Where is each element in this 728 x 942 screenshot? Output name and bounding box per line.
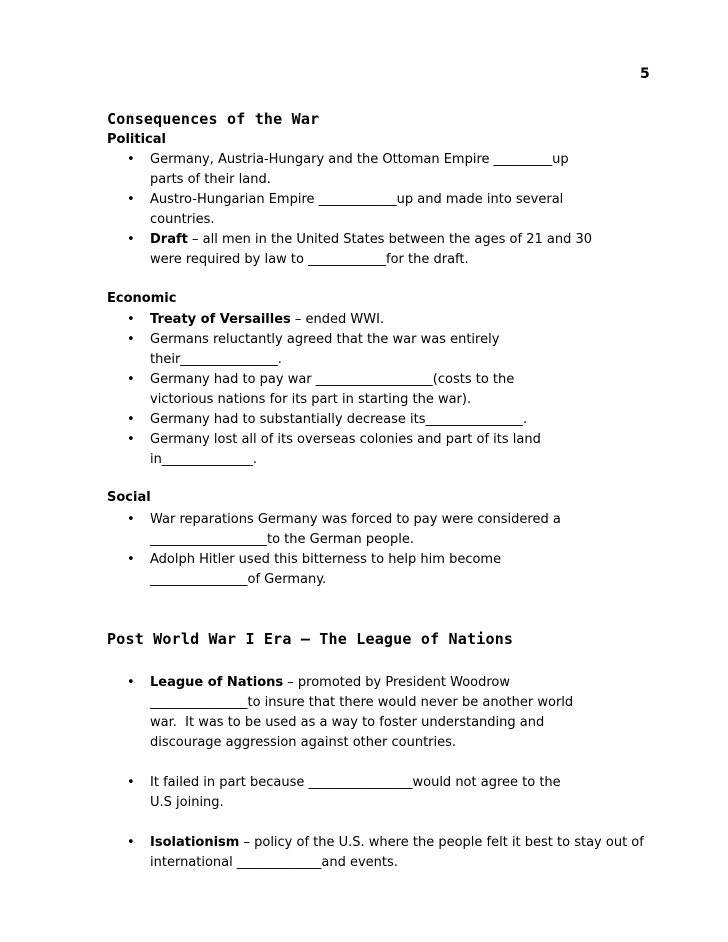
social-item-1-line-2: __________________to the German people. <box>150 532 415 547</box>
political-item-2-line-1: Austro-Hungarian Empire ____________up and made into several <box>150 192 564 207</box>
league-item-3-line-2: international _____________and events. <box>150 855 398 870</box>
subheading-economic: Economic <box>107 291 177 306</box>
league-item-3-line-1 <box>150 833 644 853</box>
economic-item-2-line-1: Germans reluctantly agreed that the war was entirely <box>150 332 500 347</box>
term-league-of-nations: League of Nations <box>150 675 284 690</box>
bullet: • <box>127 775 135 790</box>
league-item-2-line-2: U.S joining. <box>150 795 224 810</box>
term-isolationism: Isolationism <box>150 835 240 850</box>
political-item-3-line-1 <box>150 230 592 250</box>
bullet: • <box>127 152 135 167</box>
economic-item-3-line-2: victorious nations for its part in starting the war). <box>150 392 472 407</box>
bullet: • <box>127 232 135 247</box>
league-item-1-line-4: discourage aggression against other countries. <box>150 735 457 750</box>
bullet: • <box>127 512 135 527</box>
economic-item-4: Germany had to substantially decrease its_______________. <box>150 412 528 427</box>
economic-item-2-line-2: their_______________. <box>150 352 282 367</box>
term-draft: Draft <box>150 232 188 247</box>
league-item-2-line-1: It failed in part because ________________would not agree to the <box>150 775 561 790</box>
league-item-1-line-2: _______________to insure that there would never be another world <box>150 695 574 710</box>
political-item-2-line-2: countries. <box>150 212 215 227</box>
bullet: • <box>127 432 135 447</box>
section-title-consequences: Consequences of the War <box>107 110 320 128</box>
bullet: • <box>127 412 135 427</box>
bullet: • <box>127 332 135 347</box>
economic-item-1 <box>150 310 384 330</box>
term-treaty-of-versailles: Treaty of Versailles <box>150 312 291 327</box>
political-item-3-text: – all men in the United States between the ages of 21 and 30 <box>187 232 592 247</box>
economic-item-5-line-1: Germany lost all of its overseas colonies and part of its land <box>150 432 541 447</box>
bullet: • <box>127 192 135 207</box>
bullet: • <box>127 552 135 567</box>
bullet: • <box>127 835 135 850</box>
league-item-1-text: – promoted by President Woodrow <box>283 675 511 690</box>
political-item-1-line-1: Germany, Austria-Hungary and the Ottoman Empire _________up <box>150 152 569 167</box>
political-item-3-line-2: were required by law to ____________for the draft. <box>150 252 469 267</box>
bullet: • <box>127 312 135 327</box>
league-item-1-line-3: war. It was to be used as a way to foster understanding and <box>150 715 545 730</box>
economic-item-5-line-2: in______________. <box>150 452 257 467</box>
subheading-political: Political <box>107 132 166 147</box>
economic-item-3-line-1: Germany had to pay war __________________(costs to the <box>150 372 515 387</box>
political-item-1-line-2: parts of their land. <box>150 172 271 187</box>
bullet: • <box>127 372 135 387</box>
league-item-1-line-1 <box>150 673 510 693</box>
social-item-1-line-1: War reparations Germany was forced to pay were considered a <box>150 512 561 527</box>
subheading-social: Social <box>107 490 151 505</box>
section-title-league-of-nations: Post World War I Era – The League of Nations <box>107 630 514 648</box>
league-item-3-text: – policy of the U.S. where the people felt it best to stay out of <box>239 835 644 850</box>
bullet: • <box>127 675 135 690</box>
page-number: 5 <box>640 66 650 82</box>
economic-item-1-text: – ended WWI. <box>290 312 385 327</box>
social-item-2-line-1: Adolph Hitler used this bitterness to help him become <box>150 552 502 567</box>
social-item-2-line-2: _______________of Germany. <box>150 572 327 587</box>
